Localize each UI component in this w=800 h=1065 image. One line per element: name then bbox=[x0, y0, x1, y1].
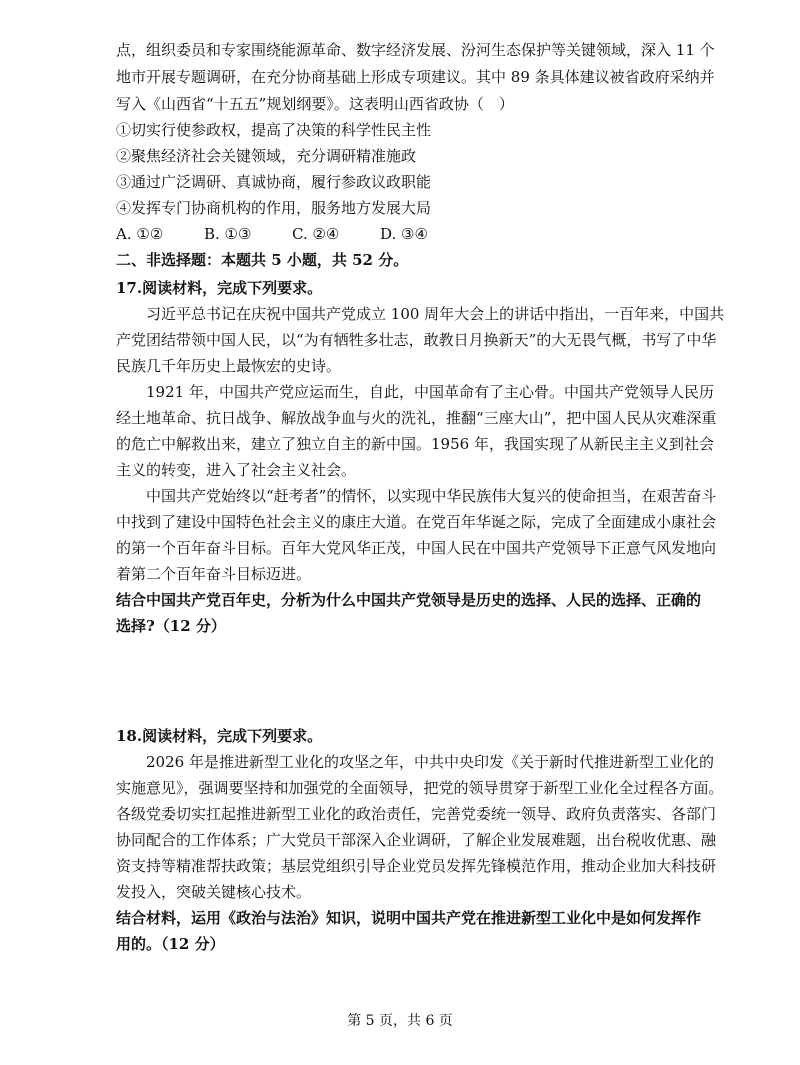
q17-material-line: 主义的转变，进入了社会主义社会。 bbox=[116, 461, 357, 479]
q17-material-line: 民族几千年历史上最恢宏的史诗。 bbox=[116, 357, 342, 375]
q16-stem-line: 点，组织委员和专家围绕能源革命、数字经济发展、汾河生态保护等关键领域，深入 11 个 bbox=[116, 41, 715, 59]
q16-stem-line: 地市开展专题调研，在充分协商基础上形成专项建议。其中 89 条具体建议被省政府采纳并 bbox=[116, 68, 715, 86]
q16-option-d: D. ③④ bbox=[380, 225, 428, 243]
section-heading: 二、非选择题：本题共 5 小题，共 52 分。 bbox=[116, 251, 409, 269]
q18-material-line: 实施意见》，强调要坚持和加强党的全面领导，把党的领导贯穿于新型工业化全过程各方面。 bbox=[116, 779, 724, 797]
q17-material-line: 经土地革命、抗日战争、解放战争血与火的洗礼，推翻“三座大山”，把中国人民从灾难深重 bbox=[116, 409, 717, 427]
q16-option-c: C. ②④ bbox=[292, 225, 340, 243]
q16-statement-3: ③通过广泛调研、真诚协商，履行参政议政职能 bbox=[116, 173, 432, 191]
q16-statement-4: ④发挥专门协商机构的作用，服务地方发展大局 bbox=[116, 199, 432, 217]
q18-title: 18.阅读材料，完成下列要求。 bbox=[116, 727, 323, 745]
q18-material-line: 发投入，突破关键核心技术。 bbox=[116, 883, 312, 901]
q17-material-line: 中国共产党始终以“赶考者”的情怀，以实现中华民族伟大复兴的使命担当，在艰苦奋斗 bbox=[146, 487, 717, 505]
q17-question: 选择?（12 分） bbox=[116, 617, 226, 635]
q17-title: 17.阅读材料，完成下列要求。 bbox=[116, 279, 323, 297]
q18-material-line: 各级党委切实扛起推进新型工业化的政治责任，完善党委统一领导、政府负责落实、各部门 bbox=[116, 805, 717, 823]
q17-material-line: 的危亡中解救出来，建立了独立自主的新中国。1956 年，我国实现了从新民主主义到社会 bbox=[116, 435, 714, 453]
q16-option-a: A. ①② bbox=[116, 225, 164, 243]
q17-material-line: 习近平总书记在庆祝中国共产党成立 100 周年大会上的讲话中指出，一百年来，中国共 bbox=[146, 305, 725, 323]
q16-options bbox=[116, 222, 696, 246]
q17-material-line: 的第一个百年奋斗目标。百年大党风华正茂，中国人民在中国共产党领导下正意气风发地向 bbox=[116, 539, 717, 557]
q17-material-line: 产党团结带领中国人民，以“为有牺牲多壮志，敢教日月换新天”的大无畏气概，书写了中华 bbox=[116, 331, 717, 349]
q17-material-line: 中找到了建设中国特色社会主义的康庄大道。在党百年华诞之际，完成了全面建成小康社会 bbox=[116, 513, 717, 531]
q18-material-line: 协同配合的工作体系；广大党员干部深入企业调研，了解企业发展难题，出台税收优惠、融 bbox=[116, 831, 717, 849]
q18-material-line: 2026 年是推进新型工业化的攻坚之年，中共中央印发《关于新时代推进新型工业化的 bbox=[146, 753, 714, 771]
q17-material-line: 着第二个百年奋斗目标迈进。 bbox=[116, 565, 312, 583]
q16-option-b: B. ①③ bbox=[204, 225, 252, 243]
q18-question: 结合材料，运用《政治与法治》知识，说明中国共产党在推进新型工业化中是如何发挥作 bbox=[116, 909, 702, 927]
q16-stem-line: 写入《山西省“十五五”规划纲要》。这表明山西省政协（ ） bbox=[116, 95, 514, 113]
q16-statement-2: ②聚焦经济社会关键领域，充分调研精准施政 bbox=[116, 147, 417, 165]
q17-material-line: 1921 年，中国共产党应运而生，自此，中国革命有了主心骨。中国共产党领导人民历 bbox=[146, 383, 714, 401]
page-number: 第 5 页，共 6 页 bbox=[347, 1013, 453, 1029]
q18-material-line: 资支持等精准帮扶政策；基层党组织引导企业党员发挥先锋模范作用，推动企业加大科技研 bbox=[116, 857, 717, 875]
q18-question: 用的。（12 分） bbox=[116, 935, 225, 953]
q17-question: 结合中国共产党百年史，分析为什么中国共产党领导是历史的选择、人民的选择、正确的 bbox=[116, 591, 702, 609]
q16-statement-1: ①切实行使参政权，提高了决策的科学性民主性 bbox=[116, 121, 432, 139]
